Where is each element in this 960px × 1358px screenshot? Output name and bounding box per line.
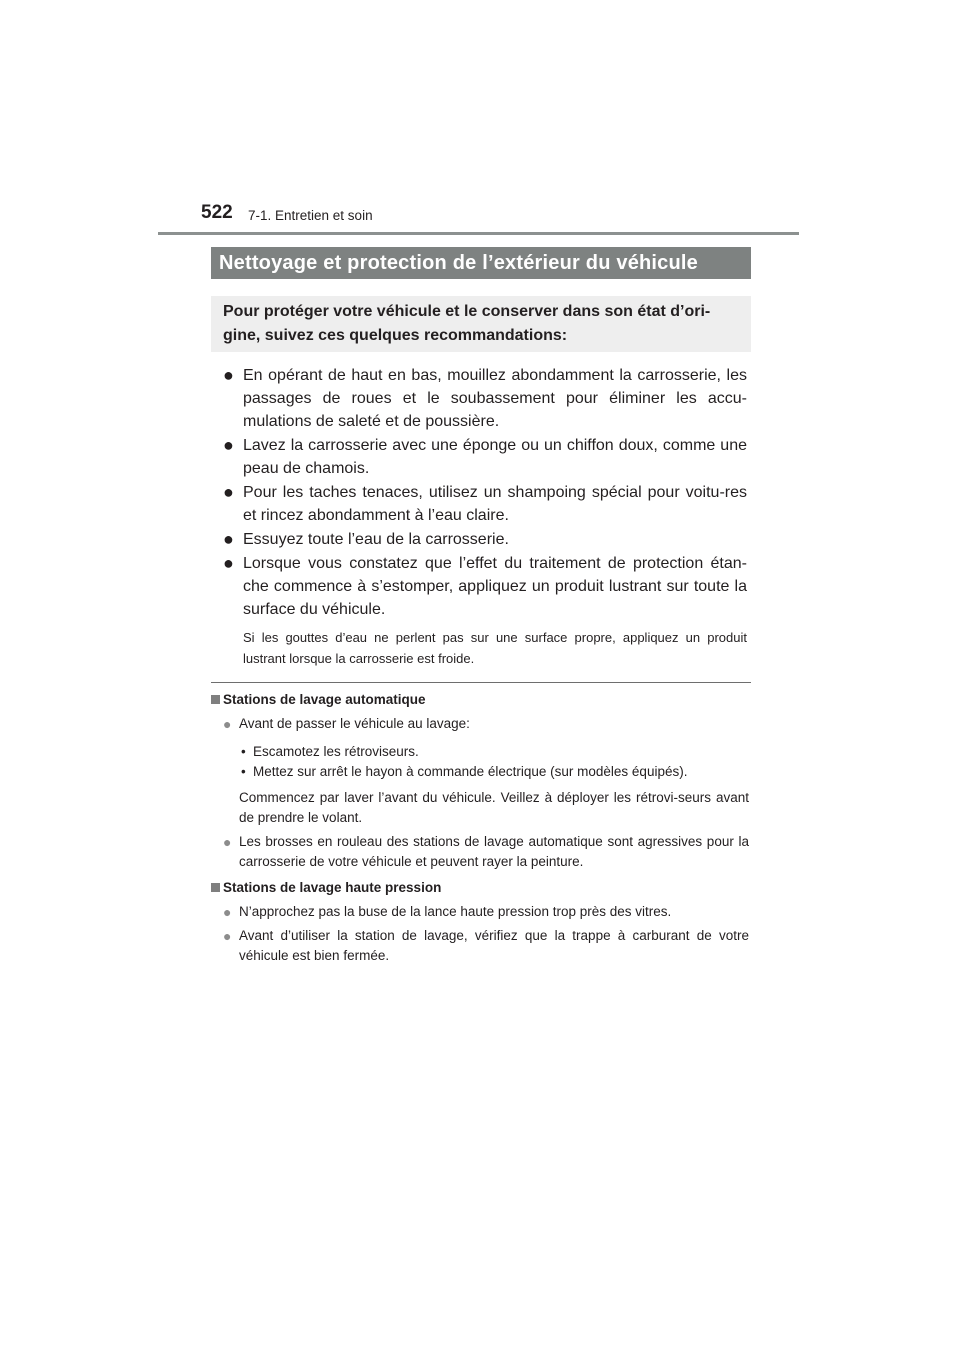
list-item — [211, 434, 751, 480]
bullet-icon: ● — [223, 482, 234, 502]
info-heading-text: Stations de lavage automatique — [223, 692, 426, 707]
sub-list-item — [239, 762, 749, 782]
info-heading-automatic — [211, 690, 751, 710]
list-item-text: Lavez la carrosserie avec une éponge ou un chiffon doux, comme une peau de chamois. — [243, 437, 747, 477]
dot-icon: • — [241, 764, 246, 779]
info-point-text: Avant d’utiliser la station de lavage, vérifiez que la trappe à carburant de votre véhicule est bien fermée. — [239, 928, 749, 963]
header-divider — [158, 232, 799, 235]
bullet-icon: ● — [223, 435, 234, 455]
sub-list-item-text: Mettez sur arrêt le hayon à commande électrique (sur modèles équipés). — [253, 764, 688, 779]
instruction-note: Si les gouttes d’eau ne perlent pas sur une surface propre, appliquez un produit lustrant lorsque la carrosserie est froide. — [243, 630, 747, 666]
info-point-text: N’approchez pas la buse de la lance haute pression trop près des vitres. — [239, 904, 672, 919]
bullet-icon: ● — [223, 834, 232, 850]
info-point-text: Les brosses en rouleau des stations de lavage automatique sont agressives pour la carrosserie de votre véhicule et peuvent rayer la peinture. — [239, 834, 749, 869]
list-item — [211, 528, 751, 551]
bullet-icon: ● — [223, 904, 232, 920]
info-heading-text: Stations de lavage haute pression — [223, 880, 442, 895]
info-point-text: Avant de passer le véhicule au lavage: — [239, 716, 470, 731]
continuation-text: Commencez par laver l’avant du véhicule. Veillez à déployer les rétrovi-seurs avant de prendre le volant. — [239, 790, 749, 825]
instruction-list — [211, 364, 751, 669]
bullet-icon: ● — [223, 928, 232, 944]
square-bullet-icon — [211, 883, 220, 892]
info-heading-high-pressure — [211, 878, 751, 898]
info-point — [211, 902, 751, 922]
section-title: Nettoyage et protection de l’extérieur du véhicule — [211, 247, 751, 279]
bullet-icon: ● — [223, 553, 234, 573]
intro-box — [211, 296, 751, 352]
sub-list — [239, 742, 749, 782]
info-point — [211, 926, 751, 966]
list-item — [211, 552, 751, 621]
list-item-text: En opérant de haut en bas, mouillez abondamment la carrosserie, les passages de roues et le soubassement pour éliminer les accu-mulations de saleté et de poussière. — [243, 367, 747, 430]
list-item-text: Essuyez toute l’eau de la carrosserie. — [243, 531, 509, 548]
list-item-text: Pour les taches tenaces, utilisez un shampoing spécial pour voitu-res et rincez abondamment à l’eau claire. — [243, 484, 747, 524]
list-item-text: Lorsque vous constatez que l’effet du traitement de protection étan-che commence à s’estomper, appliquez un produit lustrant sur toute la surface du véhicule. — [243, 555, 747, 618]
bullet-icon: ● — [223, 529, 234, 549]
info-point — [211, 832, 751, 872]
page-number: 522 — [201, 202, 233, 223]
square-bullet-icon — [211, 695, 220, 704]
bullet-icon: ● — [223, 365, 234, 385]
info-point — [211, 714, 751, 828]
list-item — [211, 481, 751, 527]
list-item — [211, 364, 751, 433]
notes-divider — [211, 682, 751, 683]
bullet-icon: ● — [223, 716, 232, 732]
section-label: 7-1. Entretien et soin — [248, 208, 373, 223]
info-section — [211, 690, 751, 970]
sub-list-item-text: Escamotez les rétroviseurs. — [253, 744, 419, 759]
sub-list-item — [239, 742, 749, 762]
intro-text: Pour protéger votre véhicule et le conserver dans son état d’ori-gine, suivez ces quelques recommandations: — [223, 303, 711, 344]
dot-icon: • — [241, 744, 246, 759]
